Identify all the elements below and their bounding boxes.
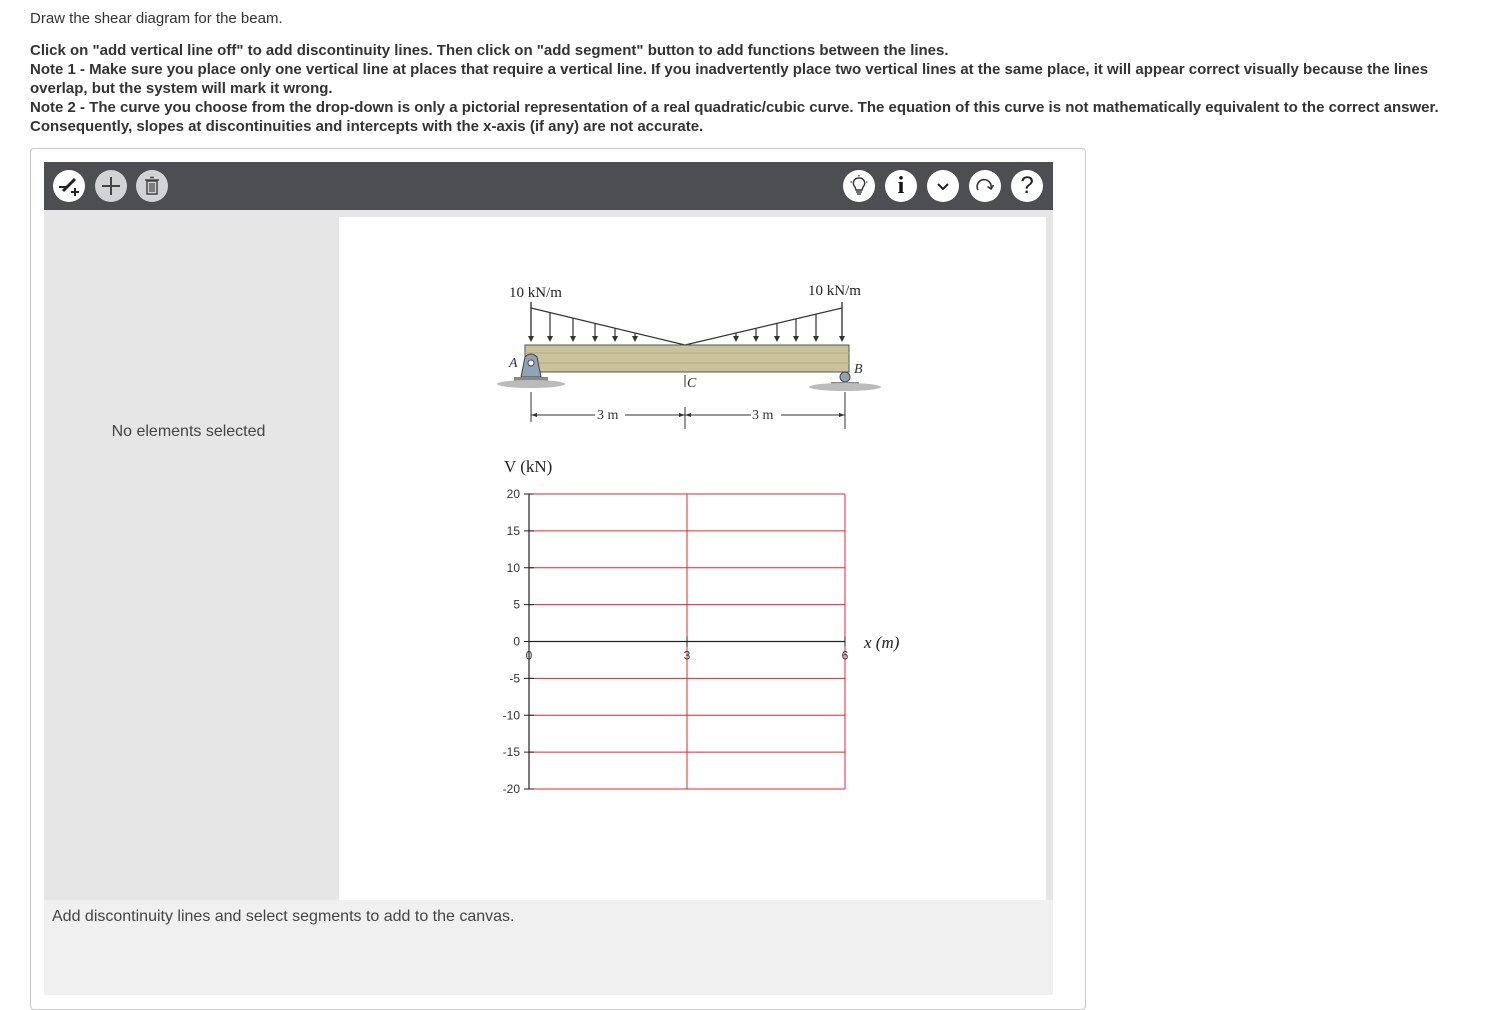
load-arrowhead <box>793 336 799 342</box>
label-a: A <box>509 356 518 371</box>
y-tick-label: 0 <box>513 634 520 649</box>
drawing-canvas[interactable] <box>339 217 1046 900</box>
y-tick-label: 5 <box>513 597 520 612</box>
y-tick-label: 15 <box>506 523 520 538</box>
load-arrows <box>528 308 845 342</box>
y-tick-label: -10 <box>502 708 520 723</box>
x-tick-label: 0 <box>525 648 533 663</box>
load-arrowhead <box>839 336 845 342</box>
help-button[interactable] <box>1011 170 1043 202</box>
add-vertical-line-icon <box>57 174 81 198</box>
y-tick-label: 10 <box>506 560 520 575</box>
load-arrowhead <box>733 336 739 342</box>
load-arrowhead <box>774 336 780 342</box>
hint-lightbulb-icon <box>847 174 871 198</box>
dim-label-left: 3 m <box>597 408 619 423</box>
ground-b <box>809 383 881 391</box>
note-2-text: Note 2 - The curve you choose from the drop-down is only a pictorial representation of a real quadratic/cubic curve. The equation of this curve is not mathematically equivalent to the correct answer. Consequently, slopes at discontinuities and intercepts with the x-axis (if any) are not accurate. <box>30 99 1439 135</box>
label-c: C <box>687 376 697 391</box>
selection-status: No elements selected <box>111 423 266 440</box>
delete-icon <box>140 174 164 198</box>
y-tick-label: 20 <box>506 487 520 501</box>
chart-ylabel: V (kN) <box>504 457 553 476</box>
dim-arrow-4 <box>839 413 845 417</box>
load-arrowhead <box>632 336 638 342</box>
dim-arrow-2 <box>679 413 685 417</box>
load-left-label: 10 kN/m <box>509 285 562 301</box>
redo-button[interactable] <box>969 170 1001 202</box>
add-segment-icon <box>99 174 123 198</box>
properties-panel <box>44 210 333 900</box>
add-segment-button[interactable] <box>95 170 127 202</box>
y-tick-label: -20 <box>502 782 520 796</box>
toolbar <box>44 162 1053 210</box>
y-tick-label: -15 <box>502 745 520 760</box>
status-message: Add discontinuity lines and select segments to add to the canvas. <box>52 908 515 925</box>
expand-button[interactable] <box>927 170 959 202</box>
instruction-text: Click on "add vertical line off" to add discontinuity lines. Then click on "add segment" button to add functions between the lines. <box>30 42 949 59</box>
dim-label-right: 3 m <box>752 408 774 423</box>
chart-xlabel: x (m) <box>864 633 900 652</box>
chevron-down-icon <box>931 174 955 198</box>
redo-icon <box>973 174 997 198</box>
x-tick-label: 6 <box>841 648 849 663</box>
load-arrowhead <box>592 336 598 342</box>
beam-figure <box>497 283 881 429</box>
dim-arrow-1 <box>531 413 537 417</box>
load-arrowhead <box>612 336 618 342</box>
help-icon: ? <box>1020 172 1034 199</box>
note-1-text: Note 1 - Make sure you place only one vertical line at places that require a vertical line. If you inadvertently place two vertical lines at the same place, it will appear correct visually because the lines overlap, but the system will mark it wrong. <box>30 61 1429 97</box>
pin-a <box>528 360 534 366</box>
dim-arrow-3 <box>685 413 691 417</box>
status-panel <box>44 900 1053 995</box>
label-b: B <box>854 362 863 377</box>
question-title: Draw the shear diagram for the beam. <box>30 10 283 27</box>
beam-body <box>525 345 849 372</box>
y-tick-label: -5 <box>509 671 520 686</box>
load-arrowhead <box>813 336 819 342</box>
shear-chart <box>503 457 900 796</box>
load-arrowhead <box>570 336 576 342</box>
x-tick-label: 3 <box>683 648 691 663</box>
load-arrowhead <box>753 336 759 342</box>
ground-a <box>497 380 565 388</box>
roller-b <box>840 372 850 382</box>
question-instructions <box>30 41 1450 136</box>
info-button[interactable] <box>885 170 917 202</box>
info-icon: i <box>897 173 905 199</box>
canvas-svg <box>339 217 1046 900</box>
hint-button[interactable] <box>843 170 875 202</box>
load-arrowhead <box>528 336 534 342</box>
load-arrowhead <box>547 336 553 342</box>
load-right-label: 10 kN/m <box>808 283 861 299</box>
add-vertical-line-button[interactable] <box>53 170 85 202</box>
delete-button[interactable] <box>136 170 168 202</box>
